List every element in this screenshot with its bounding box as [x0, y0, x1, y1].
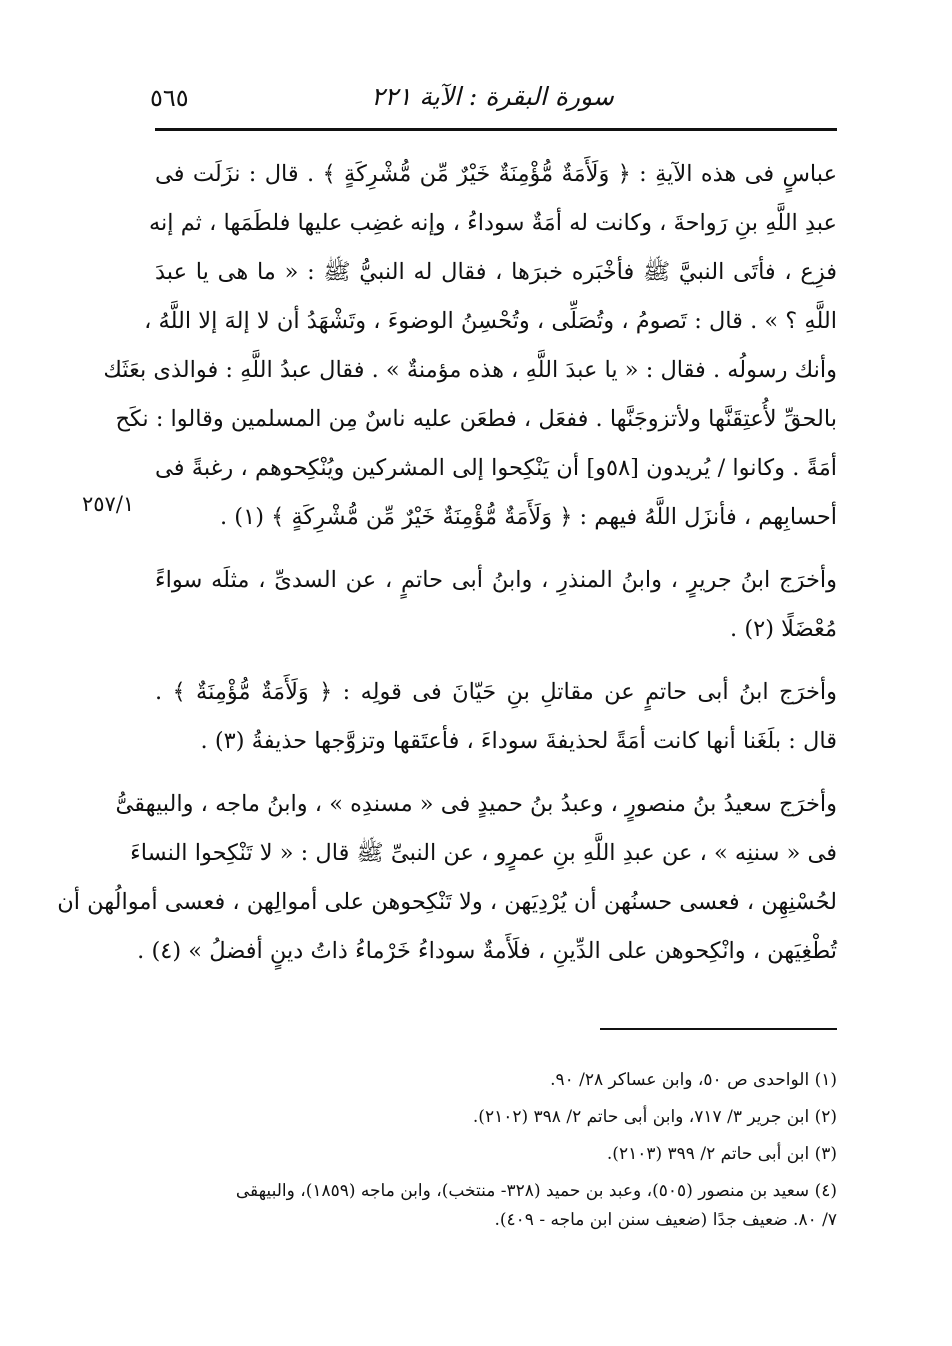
text-line: عباسٍ فى هذه الآيةِ : ﴿ وَلَأَمَةٌ مُّؤْمِنَةٌ خَيْرٌ مِّن مُّشْرِكَةٍ ﴾ . قال : نزَلَت فى	[155, 161, 837, 187]
text-line: لحُسْنِهِن ، فعسى حسنُهن أن يُرْدِيَهن ، ولا تَنْكِحوهن على أموالِهن ، فعسى أموالُهن أن	[57, 889, 837, 915]
text-line: عبدِ اللَّهِ بنِ رَواحةَ ، وكانت له أمَةٌ سوداءُ ، وإنه غضِب عليها فلطَمَها ، ثم إنه	[148, 210, 837, 236]
header-divider	[155, 128, 837, 131]
text-line: وأنك رسولُه . فقال : « يا عبدَ اللَّهِ ، هذه مؤمنةٌ » . فقال عبدُ اللَّهِ : فوالذى بعَثَك	[103, 357, 837, 383]
text-line: فى « سننِه » ، عن عبدِ اللَّهِ بنِ عمرٍو ، عن النبىِّ ﷺ قال : « لا تَنْكِحوا النساءَ	[130, 840, 837, 866]
text-line: وأخرَج ابنُ أبى حاتمٍ عن مقاتلِ بنِ حَيّانَ فى قولِه : ﴿ وَلَأَمَةٌ مُّؤْمِنَةٌ ﴾ .	[155, 679, 837, 705]
footnotes	[155, 1066, 837, 1235]
text-line: وأخرَج ابنُ جريرٍ ، وابنُ المنذرِ ، وابنُ أبى حاتمٍ ، عن السدىِّ ، مثلَه سواءً	[155, 567, 837, 593]
paragraph	[155, 668, 837, 766]
paragraph	[57, 780, 837, 976]
footnote: (٣) ابن أبى حاتم ٢/ ٣٩٩ (٢١٠٣).	[606, 1144, 837, 1164]
running-title: سورة البقرة : الآية ٢٢١	[371, 82, 614, 111]
page-number: ٥٦٥	[150, 84, 189, 112]
footnote-continuation: ٧/ ٨٠. ضعيف جدًا (ضعيف سنن ابن ماجه - ٤٠٩).	[494, 1210, 837, 1230]
page-header	[150, 78, 835, 118]
footnote-divider	[600, 1028, 837, 1030]
footnote: (٤) سعيد بن منصور (٥٠٥)، وعبد بن حميد (٣٢٨- منتخب)، وابن ماجه (١٨٥٩)، والبيهقى	[235, 1181, 837, 1201]
paragraph	[155, 556, 837, 654]
text-line: وأخرَج سعيدُ بنُ منصورٍ ، وعبدُ بنُ حميدٍ فى « مسندِه » ، وابنُ ماجه ، والبيهقىُّ	[115, 791, 837, 817]
text-line: قال : بلَغَنا أنها كانت أمَةً لحذيفةَ سوداءَ ، فأعتَقها وتزوَّجها حذيفةُ (٣) .	[200, 728, 837, 754]
text-line: أحسابِهم ، فأنزَل اللَّهُ فيهم : ﴿ وَلَأَمَةٌ مُّؤْمِنَةٌ خَيْرٌ مِّن مُّشْرِكَةٍ ﴾ (١) .	[220, 504, 837, 530]
text-line: تُطْغِيَهن ، وانْكِحوهن على الدِّينِ ، فلَأَمةٌ سوداءُ خَرْماءُ ذاتُ دينٍ أفضلُ » (٤) .	[137, 938, 837, 964]
footnote: (٢) ابن جرير ٣/ ٧١٧، وابن أبى حاتم ٢/ ٣٩٨ (٢١٠٢).	[472, 1107, 837, 1127]
text-line: مُعْضَلًا (٢) .	[730, 616, 837, 642]
text-line: بالحقِّ لأُعتِقَنَّها ولأتزوجَنَّها . ففعَل ، فطعَن عليه ناسٌ مِن المسلمين وقالوا : نكَح	[115, 406, 837, 432]
footnote: (١) الواحدى ص ٥٠، وابن عساكر ٢٨/ ٩٠.	[550, 1070, 837, 1090]
text-line: فزِع ، فأتَى النبيَّ ﷺ فأخْبَره خبرَها ، فقال له النبيُّ ﷺ : « ما هى يا عبدَ	[155, 259, 837, 285]
margin-reference: ٢٥٧/١	[82, 492, 135, 516]
text-line: اللَّهِ ؟ » . قال : تَصومُ ، وتُصَلِّى ، وتُحْسِنُ الوضوءَ ، وتَشْهَدُ أن لا إلهَ إلا اللَّهُ ،	[144, 308, 837, 334]
text-line: أمَةً . وكانوا / يُريدون [٥٨و] أن يَنْكِحوا إلى المشركين ويُنْكِحوهم ، رغبةً فى	[155, 455, 837, 481]
